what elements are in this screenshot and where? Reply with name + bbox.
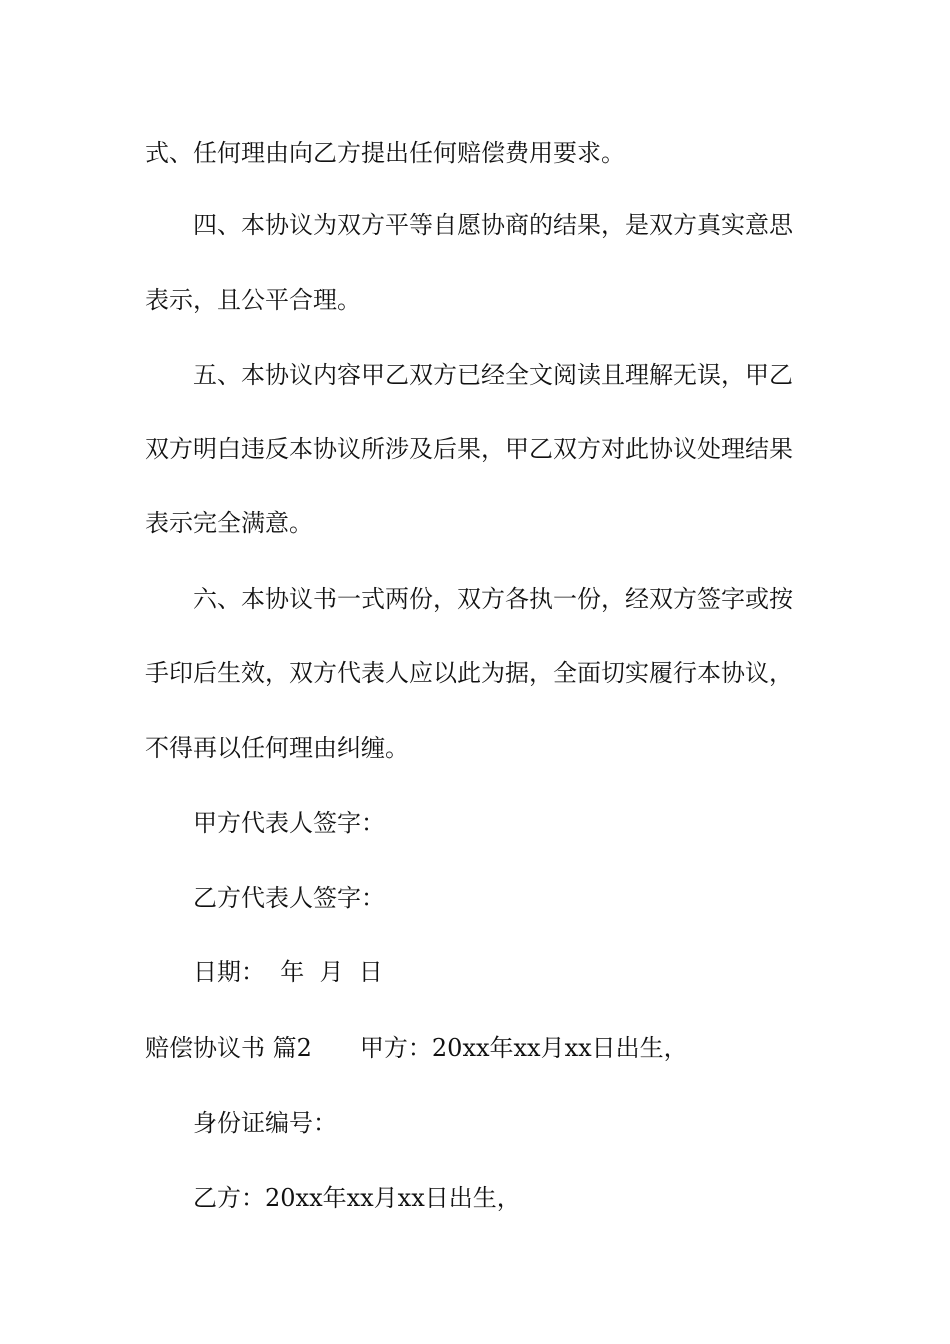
clause-five-line-1: 五、本协议内容甲乙双方已经全文阅读且理解无误，甲乙 (193, 361, 793, 389)
party-b-birth: 乙方：20xx年xx月xx日出生， (193, 1184, 521, 1212)
party-b-signature-label: 乙方代表人签字： (193, 884, 385, 912)
party-a-signature-label: 甲方代表人签字： (193, 809, 385, 837)
clause-five-line-2: 双方明白违反本协议所涉及后果，甲乙双方对此协议处理结果 (145, 435, 793, 463)
section-heading: 赔偿协议书 篇2 (145, 1034, 312, 1062)
clause-four-line-1: 四、本协议为双方平等自愿协商的结果，是双方真实意思 (193, 211, 793, 239)
paragraph-line: 式、任何理由向乙方提出任何赔偿费用要求。 (145, 139, 625, 167)
clause-four-line-2: 表示，且公平合理。 (145, 286, 361, 314)
clause-six-line-3: 不得再以任何理由纠缠。 (145, 734, 409, 762)
id-number-label: 身份证编号： (193, 1109, 337, 1137)
section-heading-line (145, 1033, 688, 1063)
date-label: 日期： 年 月 日 (193, 958, 383, 986)
clause-six-line-2: 手印后生效，双方代表人应以此为据，全面切实履行本协议， (145, 659, 793, 687)
party-a-birth: 甲方：20xx年xx月xx日出生， (359, 1034, 688, 1062)
clause-five-line-3: 表示完全满意。 (145, 509, 313, 537)
clause-six-line-1: 六、本协议书一式两份，双方各执一份，经双方签字或按 (193, 585, 793, 613)
